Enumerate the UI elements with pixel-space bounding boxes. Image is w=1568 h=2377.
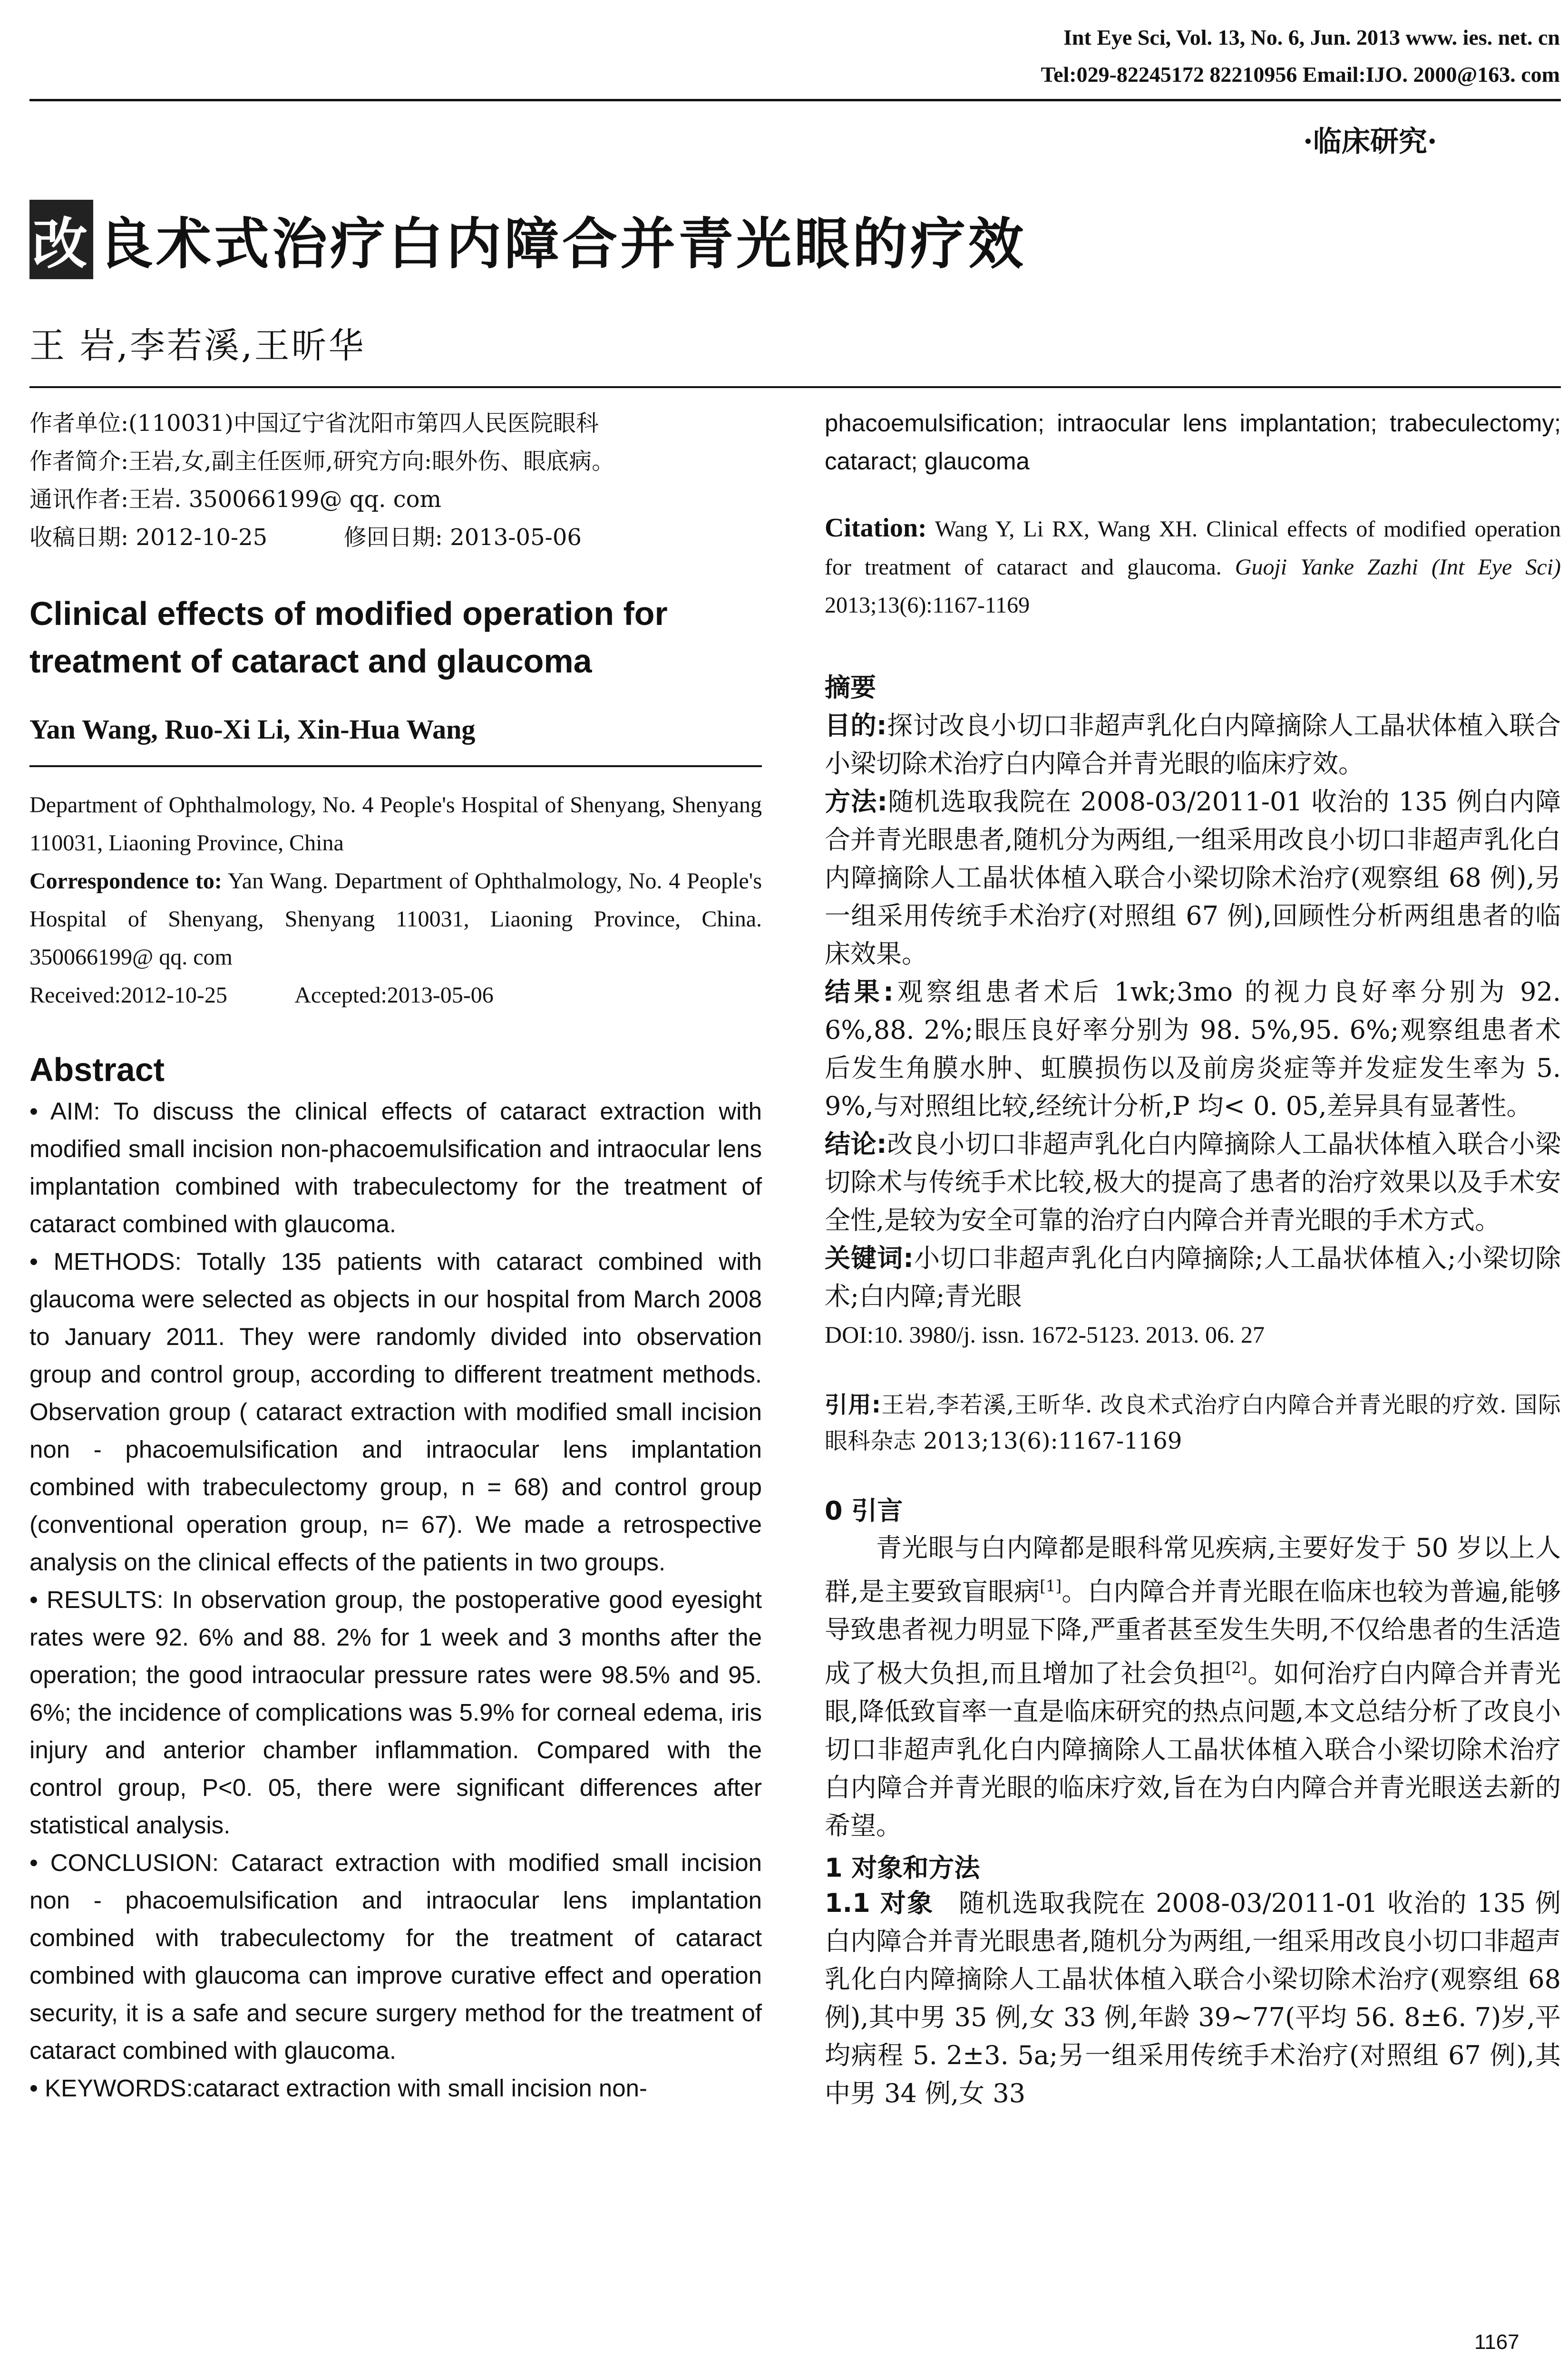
abstract-keywords-cont: phacoemulsification; intraocular lens implantation; trabeculectomy; cataract; glaucoma <box>825 409 1561 475</box>
left-column <box>29 404 762 2107</box>
title-rule <box>29 386 1561 388</box>
zh-results <box>825 973 1561 1125</box>
methods-text: 随机选取我院在 2008-03/2011-01 收治的 135 例白内障合并青光眼患者,随机分为两组,一组采用改良小切口非超声乳化白内障摘除人工晶状体植入联合小梁切除术治疗(观察组 68 例),其中男 35 例,女 33 例,年龄 39~77(平均 56. 8±6. 7)岁,平均病程 5. 2±3. 5a;另一组采用传统手术治疗(对照组 67 例),其中男 34 例,女 33 <box>825 1888 1561 2108</box>
section-tag: ·临床研究· <box>1303 125 1437 158</box>
ref-1: [1] <box>1040 1577 1062 1595</box>
citation-text-after: 2013;13(6):1167-1169 <box>825 593 1030 618</box>
journal-contact-line: Tel:029-82245172 82210956 Email:IJO. 2000@163. com <box>1041 62 1560 87</box>
abstract-heading: Abstract <box>29 1051 165 1088</box>
page-title <box>29 200 1026 279</box>
zh-abstract-heading: 摘要 <box>825 672 876 702</box>
abstract-keywords: • KEYWORDS:cataract extraction with small incision non- <box>29 2075 647 2102</box>
intro-heading: 0 引言 <box>825 1496 903 1526</box>
intro-text-c: 。如何治疗白内障合并青光眼,降低致盲率一直是临床研究的热点问题,本文总结分析了改良小切口非超声乳化白内障摘除人工晶状体植入联合小梁切除术治疗白内障合并青光眼的临床疗效,旨在为白内障合并青光眼送去新的希望。 <box>825 1658 1561 1841</box>
abstract-aim: • AIM: To discuss the clinical effects of cataract extraction with modified small incision non-phacoemulsification and intraocular lens implantation combined with trabeculectomy for the treatment of cataract combined with glaucoma. <box>29 1098 762 1237</box>
abstract-conclusion: • CONCLUSION: Cataract extraction with modified small incision non - phacoemulsification and intraocular lens implantation combined with trabeculectomy for the treatment of cataract combined with glaucoma can improve curative effect and operation security, it is a safe and secure surgery method for the treatment of cataract combined with glaucoma. <box>29 1849 762 2064</box>
zh-aim-label: 目的: <box>825 711 887 740</box>
intro-text-a: 青光眼与白内障都是眼科常见疾病,主要好发于 50 岁以上人群,是主要致盲眼病 <box>825 1533 1561 1607</box>
methods-paragraph <box>825 1884 1561 2113</box>
correspondence-text: Yan Wang. Department of Ophthalmology, No. 4 People's Hospital of Shenyang, Shenyang 110031, Liaoning Province, China. 350066199@ qq. com <box>29 868 762 970</box>
corresponding-author: 通讯作者:王岩. 350066199@ qq. com <box>29 486 442 513</box>
citation-text-before: Wang Y, Li RX, Wang XH. Clinical effects of modified operation for treatment of cataract and glaucoma. <box>825 516 1561 580</box>
dates-en <box>29 976 762 1014</box>
author-bio: 作者简介:王岩,女,副主任医师,研究方向:眼外伤、眼底病。 <box>29 448 615 475</box>
zh-conclusion-label: 结论: <box>825 1129 887 1159</box>
revised-date-cn: 修回日期: 2013-05-06 <box>343 524 582 551</box>
affiliation <box>29 786 762 1014</box>
zh-aim-text: 探讨改良小切口非超声乳化白内障摘除人工晶状体植入联合小梁切除术治疗白内障合并青光眼的临床疗效。 <box>825 711 1561 779</box>
abstract-methods: • METHODS: Totally 135 patients with cataract combined with glaucoma were selected as objects in our hospital from March 2008 to January 2011. They were randomly divided into observation group and control group, according to different treatment methods. Observation group ( cataract extraction with modified small incision non - phacoemulsification and intraocular lens implantation combined with trabeculectomy group, n = 68) and control group (conventional operation group, n= 67). We made a retrospective analysis on the clinical effects of the patients in two groups. <box>29 1248 762 1576</box>
ref-2: [2] <box>1225 1659 1247 1677</box>
citation-cn <box>825 1387 1561 1459</box>
zh-conclusion <box>825 1125 1561 1239</box>
english-title: Clinical effects of modified operation for treatment of cataract and glaucoma <box>29 595 668 680</box>
zh-conclusion-text: 改良小切口非超声乳化白内障摘除人工晶状体植入联合小梁切除术与传统手术比较,极大的提高了患者的治疗效果以及手术安全性,是较为安全可靠的治疗白内障合并青光眼的手术方式。 <box>825 1129 1561 1235</box>
authors-cn: 王 岩,李若溪,王昕华 <box>29 325 366 366</box>
header-rule <box>29 99 1561 101</box>
doi: DOI:10. 3980/j. issn. 1672-5123. 2013. 06. 27 <box>825 1321 1265 1348</box>
abstract-body <box>29 1092 762 2107</box>
authors-rule <box>29 765 762 767</box>
citation-en <box>825 509 1561 624</box>
zh-keywords-label: 关键词: <box>825 1243 914 1273</box>
dates-cn <box>29 518 762 556</box>
affiliation-dept: Department of Ophthalmology, No. 4 People's Hospital of Shenyang, Shenyang 110031, Liaoning Province, China <box>29 792 762 856</box>
intro-text-b: 。白内障合并青光眼在临床也较为普遍,能够导致患者视力明显下降,严重者甚至发生失明,不仅给患者的生活造成了极大负担,而且增加了社会负担 <box>825 1577 1561 1688</box>
citation-cn-label: 引用: <box>825 1392 881 1418</box>
zh-keywords-text: 小切口非超声乳化白内障摘除;人工晶状体植入;小梁切除术;白内障;青光眼 <box>825 1243 1561 1311</box>
english-authors: Yan Wang, Ruo-Xi Li, Xin-Hua Wang <box>29 714 476 745</box>
page-number: 1167 <box>1474 2330 1519 2354</box>
journal-header-line: Int Eye Sci, Vol. 13, No. 6, Jun. 2013 www. ies. net. cn <box>1063 25 1560 49</box>
received-date-cn: 收稿日期: 2012-10-25 <box>29 524 268 551</box>
right-column <box>825 404 1561 2113</box>
methods-heading: 1 对象和方法 <box>825 1853 980 1883</box>
zh-methods-text: 随机选取我院在 2008-03/2011-01 收治的 135 例白内障合并青光眼患者,随机分为两组,一组采用改良小切口非超声乳化白内障摘除人工晶状体植入联合小梁切除术治疗(观察组 68 例),另一组采用传统手术治疗(对照组 67 例),回顾性分析两组患者的临床效果。 <box>825 787 1561 969</box>
citation-cn-text: 王岩,李若溪,王昕华. 改良术式治疗白内障合并青光眼的疗效. 国际眼科杂志 2013;13(6):1167-1169 <box>825 1392 1561 1454</box>
abstract-results: • RESULTS: In observation group, the postoperative good eyesight rates were 92. 6% and 88. 2% for 1 week and 3 months after the operation; the good intraocular pressure rates were 98.5% and 95. 6%; the incidence of complications was 5.9% for corneal edema, iris injury and anterior chamber inflammation. Compared with the control group, P<0. 05, there were significant differences after statistical analysis. <box>29 1586 762 1839</box>
citation-label: Citation: <box>825 513 927 543</box>
accepted-date-en: Accepted:2013-05-06 <box>294 983 494 1008</box>
author-unit: 作者单位:(110031)中国辽宁省沈阳市第四人民医院眼科 <box>29 410 599 437</box>
intro-paragraph <box>825 1529 1561 1845</box>
title-rest: 良术式治疗白内障合并青光眼的疗效 <box>98 212 1026 276</box>
citation-journal: Guoji Yanke Zazhi (Int Eye Sci) <box>1235 555 1561 580</box>
zh-aim <box>825 707 1561 783</box>
zh-results-text: 观察组患者术后 1wk;3mo 的视力良好率分别为 92. 6%,88. 2%;眼压良好率分别为 98. 5%,95. 6%;观察组患者术后发生角膜水肿、虹膜损伤以及前房炎症等并发症发生率为 5. 9%,与对照组比较,经统计分析,P 均< 0. 05,差异具有显著性。 <box>825 977 1561 1121</box>
zh-methods-label: 方法: <box>825 787 887 817</box>
received-date-en: Received:2012-10-25 <box>29 983 227 1008</box>
title-first-char: 改 <box>29 200 93 279</box>
correspondence-label: Correspondence to: <box>29 868 222 894</box>
zh-methods <box>825 783 1561 973</box>
methods-sub-label: 1.1 对象 <box>825 1888 934 1918</box>
zh-results-label: 结果: <box>825 977 894 1007</box>
correspondence-en <box>29 862 762 976</box>
zh-abstract-body <box>825 707 1561 1354</box>
zh-keywords <box>825 1239 1561 1315</box>
